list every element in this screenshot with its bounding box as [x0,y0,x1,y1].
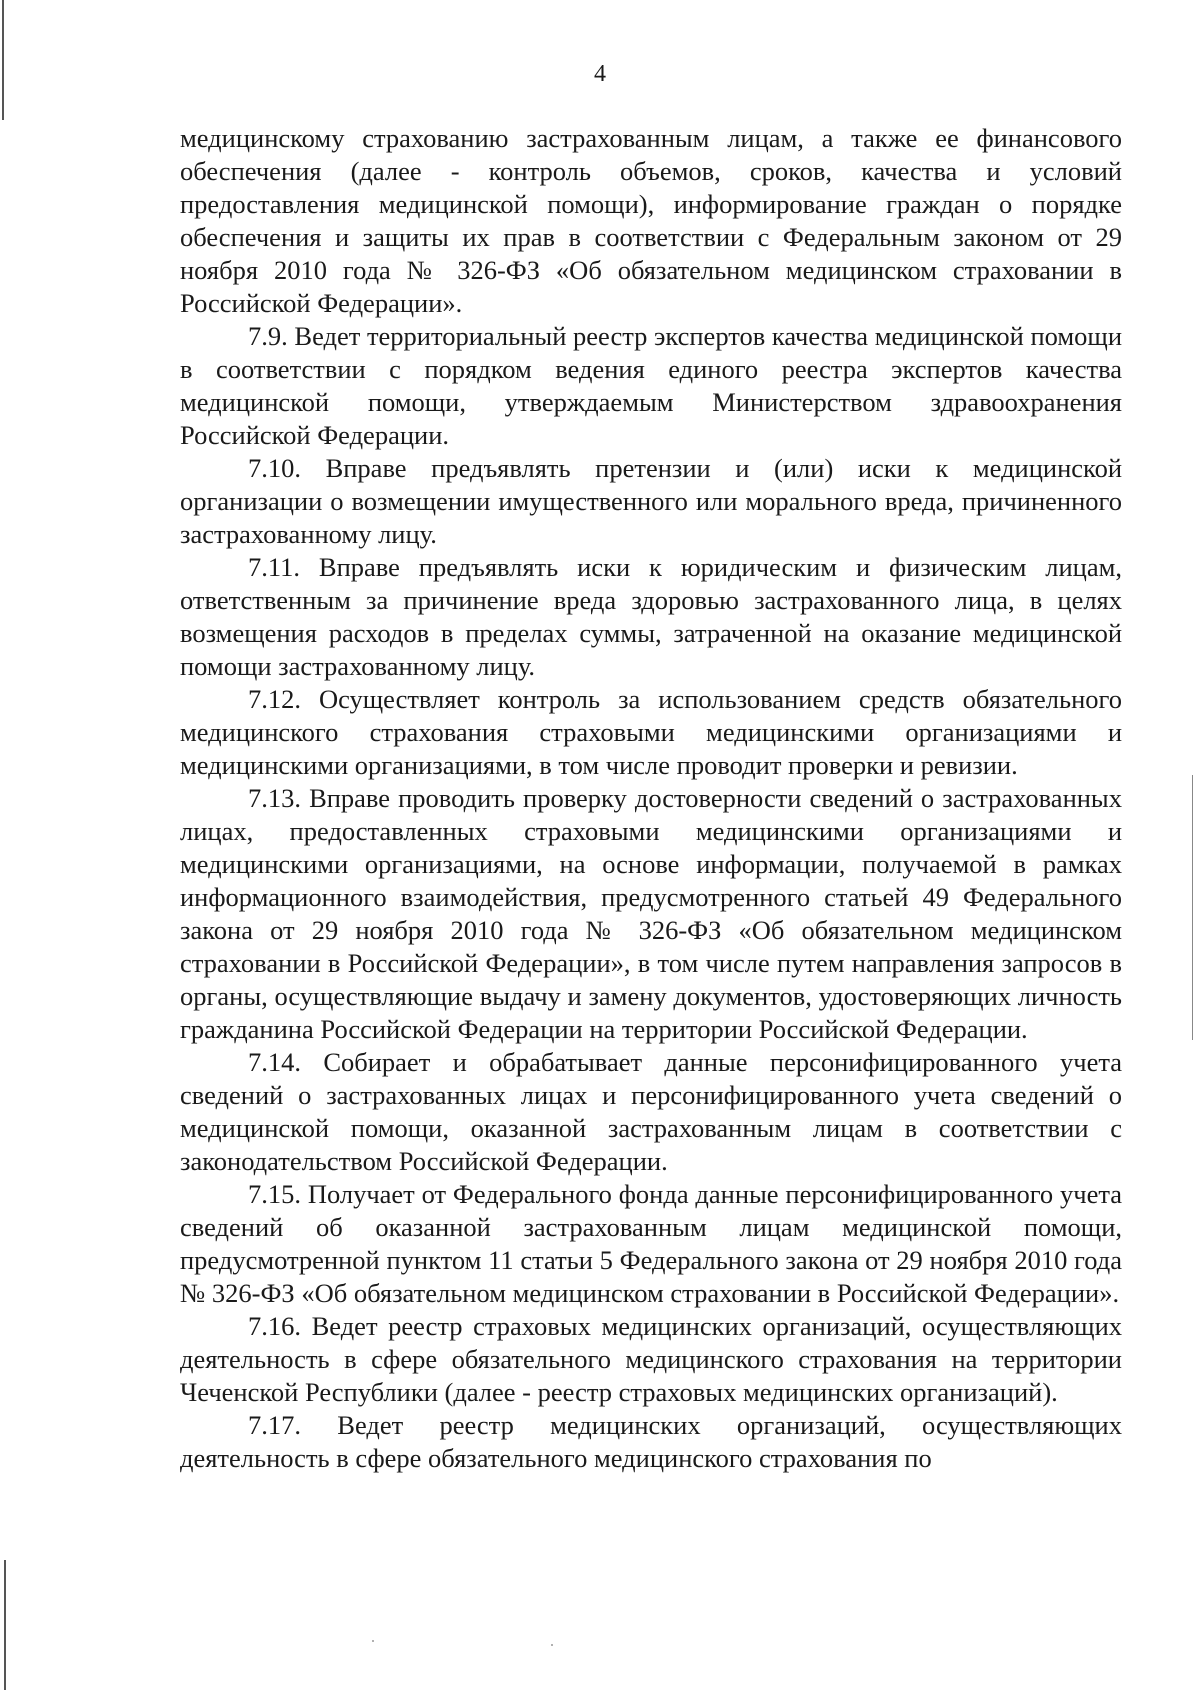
document-body [180,122,1122,1475]
paragraph-continuation: медицинскому страхованию застрахованным лицам, а также ее финансового обеспечения (далее - контроль объемов, сроков, качества и условий предоставления медицинской помощи), информирование граждан о порядке обеспечения и защиты их прав в соответствии с Федеральным законом от 29 ноября 2010 года № 326-ФЗ «Об обязательном медицинском страховании в Российской Федерации». [180,123,1122,318]
scan-speck [551,1644,553,1646]
page-number: 4 [594,61,606,87]
scan-speck [372,1640,374,1642]
paragraph-7-17: 7.17. Ведет реестр медицинских организаций, осуществляющих деятельность в сфере обязательного медицинского страхования по [180,1410,1122,1473]
scan-edge-right [1192,775,1193,1040]
paragraph-7-16: 7.16. Ведет реестр страховых медицинских организаций, осуществляющих деятельность в сфере обязательного медицинского страхования на территории Чеченской Республики (далее - реестр страховых медицинских организаций). [180,1311,1122,1407]
paragraph-7-12: 7.12. Осуществляет контроль за использованием средств обязательного медицинского страхования страховыми медицинскими организациями и медицинскими организациями, в том числе проводит проверки и ревизии. [180,684,1122,780]
scan-edge-bottom-left [4,1560,6,1690]
paragraph-7-14: 7.14. Собирает и обрабатывает данные персонифицированного учета сведений о застрахованных лицах и персонифицированного учета сведений о медицинской помощи, оказанной застрахованным лицам в соответствии с законодательством Российской Федерации. [180,1047,1122,1176]
paragraph-7-9: 7.9. Ведет территориальный реестр экспертов качества медицинской помощи в соответствии с порядком ведения единого реестра экспертов качества медицинской помощи, утверждаемым Министерством здравоохранения Российской Федерации. [180,321,1122,450]
paragraph-7-11: 7.11. Вправе предъявлять иски к юридическим и физическим лицам, ответственным за причинение вреда здоровью застрахованного лица, в целях возмещения расходов в пределах суммы, затраченной на оказание медицинской помощи застрахованному лицу. [180,552,1122,681]
paragraph-7-10: 7.10. Вправе предъявлять претензии и (или) иски к медицинской организации о возмещении имущественного или морального вреда, причиненного застрахованному лицу. [180,453,1122,549]
paragraph-7-13: 7.13. Вправе проводить проверку достоверности сведений о застрахованных лицах, предоставленных страховыми медицинскими организациями и медицинскими организациями, на основе информации, получаемой в рамках информационного взаимодействия, предусмотренного статьей 49 Федерального закона от 29 ноября 2010 года № 326-ФЗ «Об обязательном медицинском страховании в Российской Федерации», в том числе путем направления запросов в органы, осуществляющие выдачу и замену документов, удостоверяющих личность гражданина Российской Федерации на территории Российской Федерации. [180,783,1122,1044]
paragraph-7-15: 7.15. Получает от Федерального фонда данные персонифицированного учета сведений об оказанной застрахованным лицам медицинской помощи, предусмотренной пунктом 11 статьи 5 Федерального закона от 29 ноября 2010 года № 326-ФЗ «Об обязательном медицинском страховании в Российской Федерации». [180,1179,1122,1308]
